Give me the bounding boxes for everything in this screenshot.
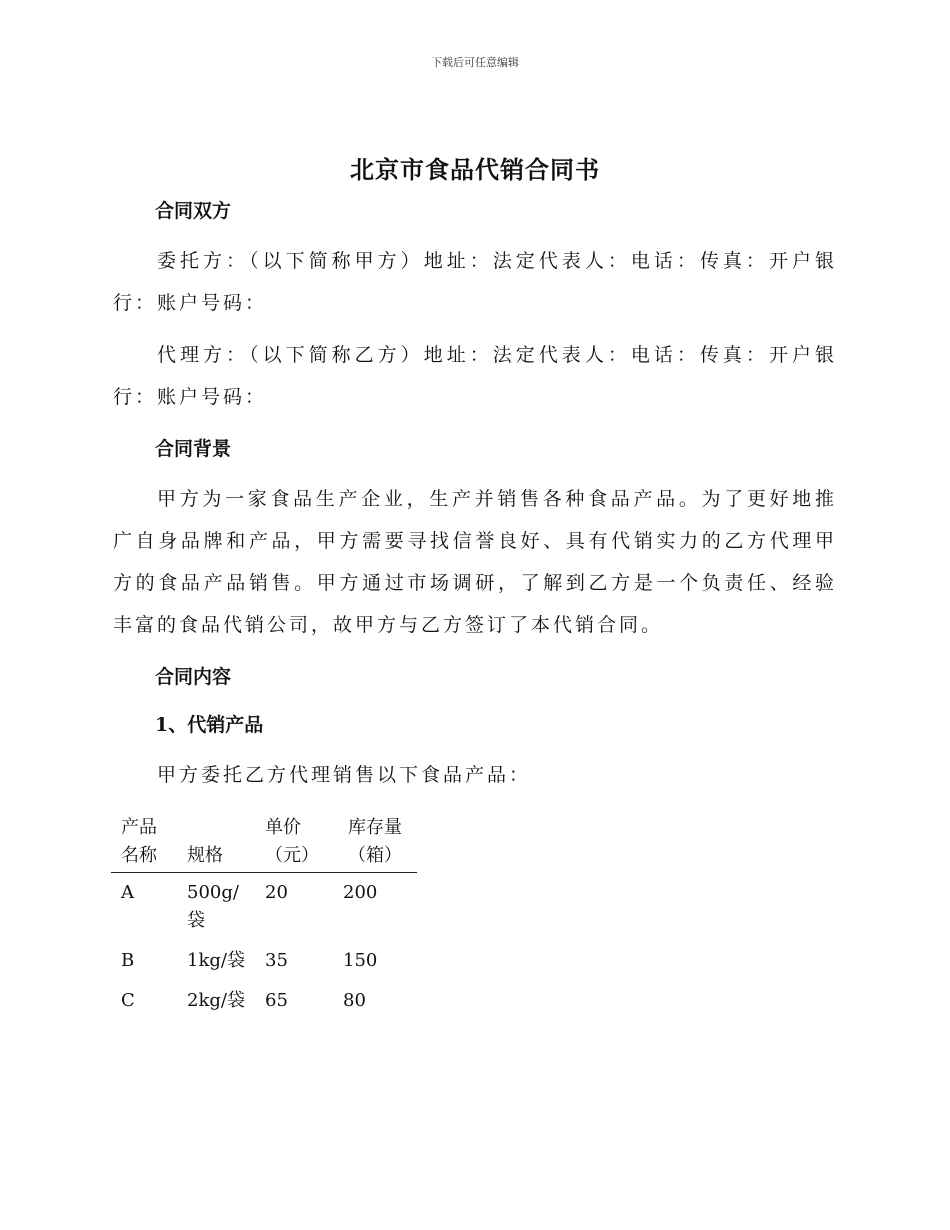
header-unit-price: 单价（元） (255, 814, 333, 873)
cell-spec: 2kg/袋 (187, 990, 245, 1011)
cell-product-name: A (121, 882, 134, 903)
table-row (111, 941, 417, 981)
cell-stock: 80 (343, 990, 366, 1011)
cell-stock: 150 (343, 950, 378, 971)
item1-heading: 1、代销产品 (155, 714, 264, 736)
party-b-paragraph: 代理方：（以下简称乙方）地址：法定代表人：电话：传真：开户银行：账户号码： (113, 344, 837, 408)
header-spec: 规格 (177, 814, 255, 873)
header-product-name: 产品名称 (111, 814, 177, 873)
item1-intro: 甲方委托乙方代理销售以下食品产品： (157, 764, 532, 786)
table-row (111, 873, 417, 942)
section-heading-parties: 合同双方 (155, 200, 232, 222)
cell-unit-price: 20 (265, 882, 288, 903)
section-heading-content: 合同内容 (155, 666, 232, 688)
document-title: 北京市食品代销合同书 (350, 156, 600, 184)
section-heading-background: 合同背景 (155, 438, 232, 460)
party-a-paragraph: 委托方：（以下简称甲方）地址：法定代表人：电话：传真：开户银行：账户号码： (113, 250, 837, 314)
cell-product-name: C (121, 990, 135, 1011)
page-header-note: 下载后可任意编辑 (431, 56, 519, 69)
table-header-row (111, 814, 417, 873)
background-paragraph: 甲方为一家食品生产企业，生产并销售各种食品产品。为了更好地推广自身品牌和产品，甲方需要寻找信誉良好、具有代销实力的乙方代理甲方的食品产品销售。甲方通过市场调研，了解到乙方是一个负责任、经验丰富的食品代销公司，故甲方与乙方签订了本代销合同。 (113, 488, 837, 636)
document-body (113, 192, 837, 1021)
table-row (111, 981, 417, 1021)
product-table (111, 814, 417, 1021)
header-stock: 库存量（箱） (333, 814, 417, 873)
cell-spec: 1kg/袋 (187, 950, 245, 971)
cell-unit-price: 35 (265, 950, 288, 971)
cell-product-name: B (121, 950, 135, 971)
cell-unit-price: 65 (265, 990, 288, 1011)
cell-stock: 200 (343, 882, 378, 903)
cell-spec: 500g/袋 (187, 882, 239, 931)
